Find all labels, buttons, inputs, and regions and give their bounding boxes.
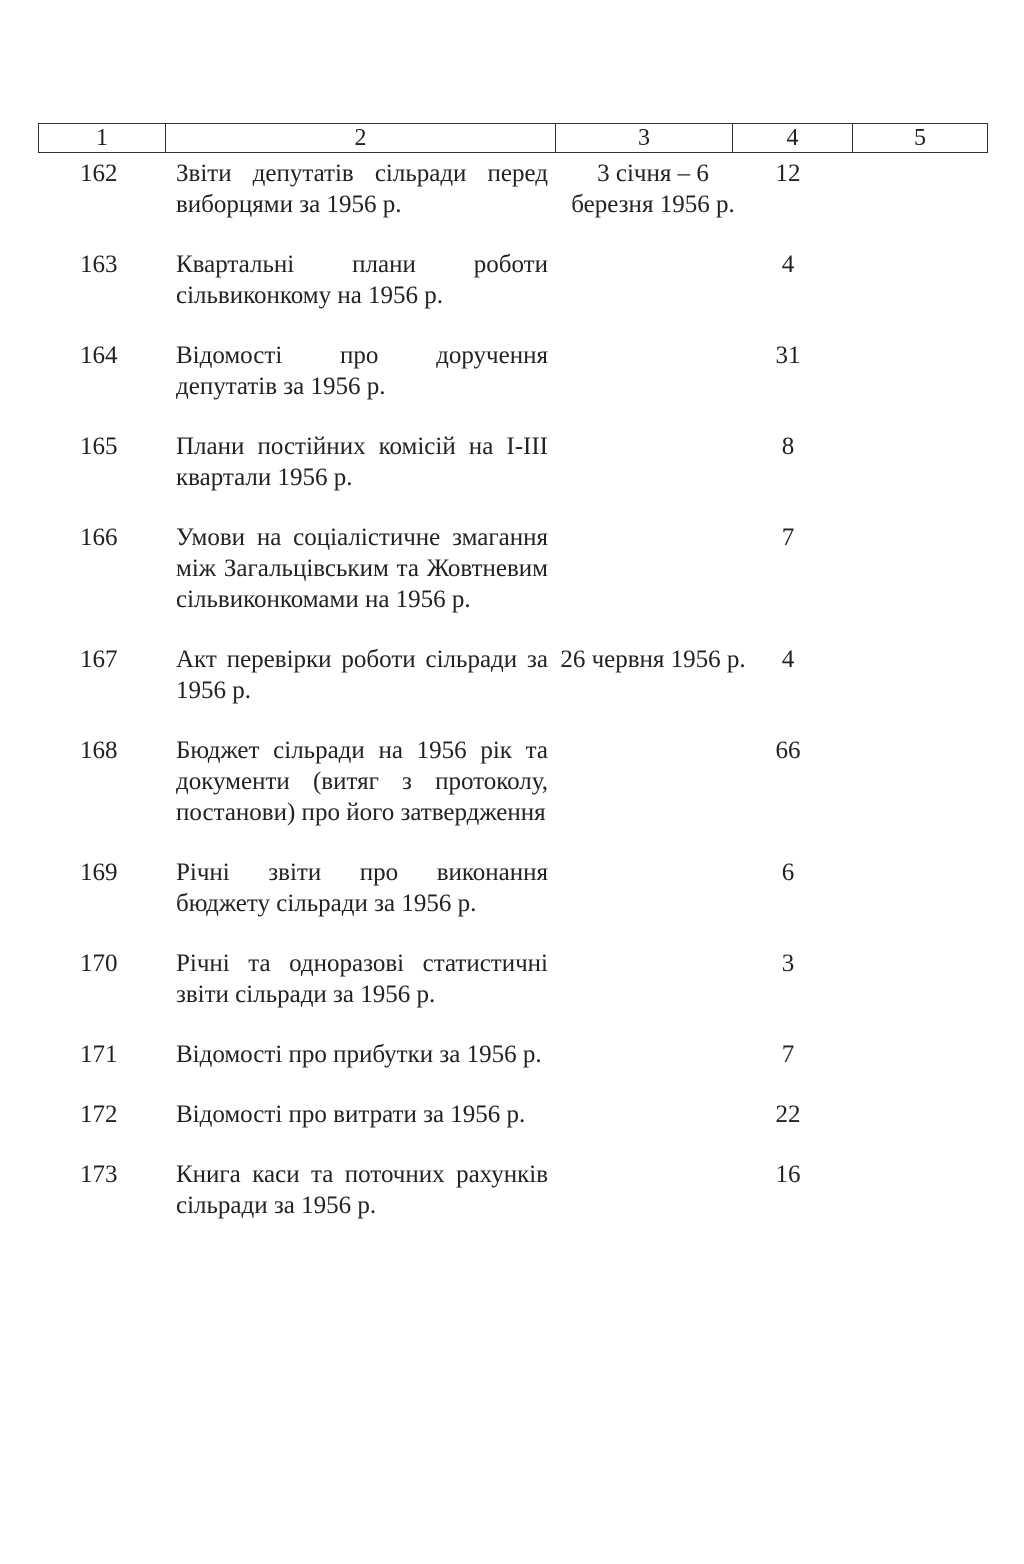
row-title: Книга каси та поточних рахунків сільради за 1956 р. [176, 1161, 548, 1219]
row-number: 168 [80, 737, 118, 764]
row-title: Квартальні плани роботи сільвиконкому на 1956 р. [176, 251, 548, 309]
row-number: 165 [80, 433, 118, 460]
table-row [0, 431, 1024, 493]
row-title: Річні звіти про виконання бюджету сільради за 1956 р. [176, 859, 548, 917]
row-date [558, 249, 748, 311]
row-date [558, 1159, 748, 1221]
row-title: Бюджет сільради на 1956 рік та документи (витяг з протоколу, постанови) про його затвердження [176, 737, 548, 826]
row-date: 26 червня 1956 р. [560, 646, 746, 673]
table-header-row [38, 123, 988, 153]
row-title: Акт перевірки роботи сільради за 1956 р. [176, 646, 548, 704]
row-number: 169 [80, 859, 118, 886]
header-col-2: 2 [166, 124, 556, 152]
table-row [0, 948, 1024, 1010]
row-pages: 12 [775, 160, 801, 187]
row-title: Відомості про прибутки за 1956 р. [176, 1041, 542, 1068]
row-pages: 16 [775, 1161, 801, 1188]
row-number: 172 [80, 1101, 118, 1128]
row-date [558, 340, 748, 402]
row-title: Відомості про витрати за 1956 р. [176, 1101, 526, 1128]
row-date [558, 431, 748, 493]
row-pages: 7 [781, 524, 795, 551]
row-title: Відомості про доручення депутатів за 1956 р. [176, 342, 548, 400]
row-date [558, 948, 748, 1010]
row-pages: 3 [781, 950, 795, 977]
table-row [0, 1099, 1024, 1130]
row-pages: 6 [781, 859, 795, 886]
row-pages: 31 [775, 342, 801, 369]
row-number: 167 [80, 646, 118, 673]
row-title: Звіти депутатів сільради перед виборцями за 1956 р. [176, 160, 548, 218]
row-pages: 22 [775, 1101, 801, 1128]
row-date: 3 січня – 6 березня 1956 р. [571, 160, 735, 218]
table-row [0, 644, 1024, 706]
table-row [0, 735, 1024, 828]
row-date [558, 522, 748, 615]
header-col-1: 1 [39, 124, 166, 152]
row-pages: 7 [781, 1041, 795, 1068]
row-number: 166 [80, 524, 118, 551]
row-title: Умови на соціалістичне змагання між Загальцівським та Жовтневим сільвиконкомами на 1956 р. [176, 524, 548, 613]
row-pages: 8 [781, 433, 795, 460]
table-row [0, 857, 1024, 919]
row-number: 171 [80, 1041, 118, 1068]
table-row [0, 1039, 1024, 1070]
row-number: 162 [80, 160, 118, 187]
row-title: Річні та одноразові статистичні звіти сільради за 1956 р. [176, 950, 548, 1008]
row-pages: 4 [781, 251, 795, 278]
row-title: Плани постійних комісій на I-III квартали 1956 р. [176, 433, 548, 491]
row-number: 164 [80, 342, 118, 369]
table-row [0, 340, 1024, 402]
row-date [558, 857, 748, 919]
table-row [0, 1159, 1024, 1221]
row-date [558, 1039, 748, 1070]
row-number: 170 [80, 950, 118, 977]
table-body [0, 158, 1024, 1219]
table-row [0, 249, 1024, 311]
row-date [558, 735, 748, 828]
row-date [558, 1099, 748, 1130]
header-col-3: 3 [556, 124, 733, 152]
header-col-4: 4 [733, 124, 853, 152]
table-row [0, 158, 1024, 220]
row-pages: 66 [775, 737, 801, 764]
row-number: 173 [80, 1161, 118, 1188]
row-pages: 4 [781, 646, 795, 673]
header-col-5: 5 [914, 125, 926, 151]
table-row [0, 522, 1024, 615]
row-number: 163 [80, 251, 118, 278]
